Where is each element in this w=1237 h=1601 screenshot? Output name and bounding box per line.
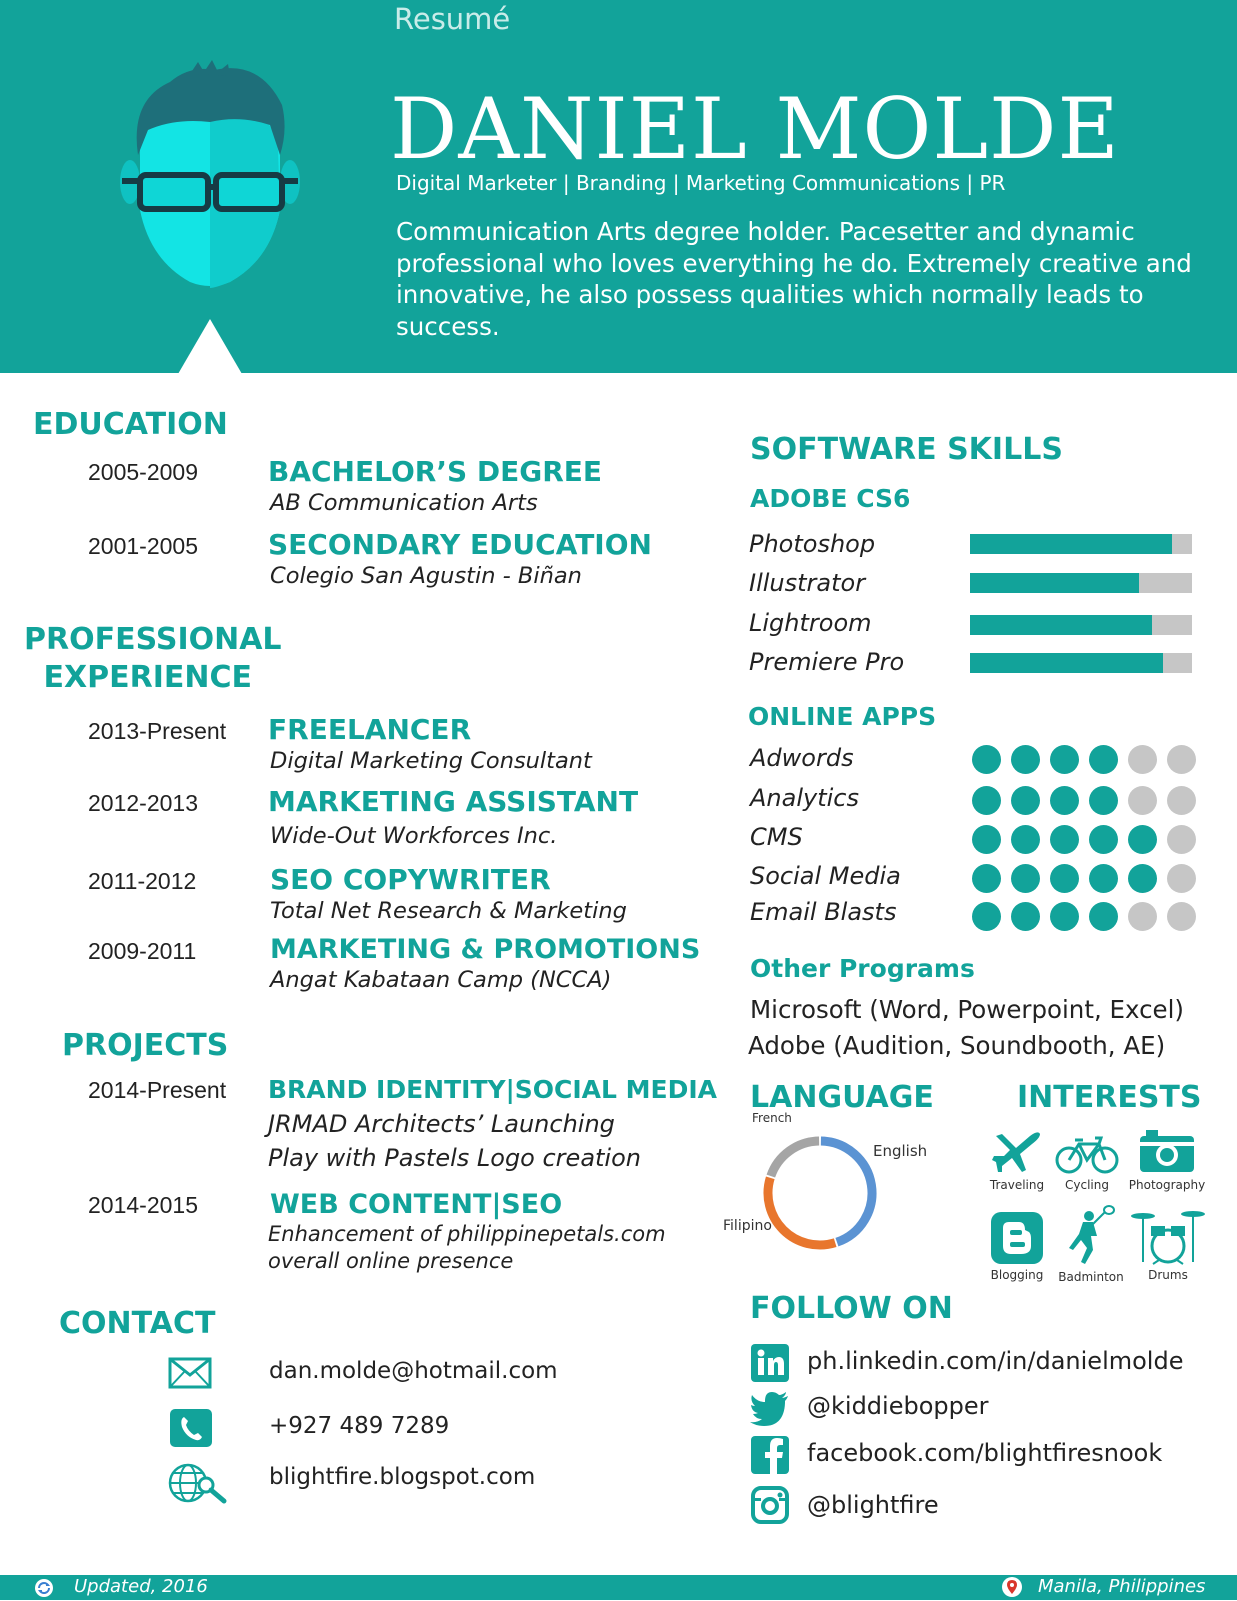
rating-dot-filled (1011, 745, 1040, 774)
follow-twitter[interactable]: @kiddiebopper (807, 1392, 989, 1420)
adobe-heading: ADOBE CS6 (750, 484, 911, 513)
project-years: 2014-2015 (88, 1192, 198, 1218)
roles-line: Digital Marketer | Branding | Marketing Communications | PR (396, 171, 1006, 195)
skill-bar (970, 615, 1192, 635)
skill-bar-fill (970, 653, 1163, 673)
interest-label: Photography (1128, 1178, 1206, 1192)
other-programs-heading: Other Programs (750, 954, 975, 983)
summary-text: Communication Arts degree holder. Pacesetter and dynamic professional who loves everything he do. Extremely creative and innovative, he also possess qualities which normally leads to success. (396, 217, 1192, 341)
interest-blogging (984, 1212, 1050, 1282)
rating-dots (972, 902, 1196, 931)
experience-years: 2009-2011 (88, 938, 197, 964)
rating-dot-filled (1050, 745, 1079, 774)
project-title: WEB CONTENT|SEO (270, 1189, 563, 1220)
rating-dot-filled (972, 864, 1001, 893)
follow-instagram[interactable]: @blightfire (807, 1491, 939, 1519)
rating-dot-filled (972, 745, 1001, 774)
follow-heading: FOLLOW ON (750, 1291, 953, 1326)
rating-dots (972, 864, 1196, 893)
skill-name: Photoshop (749, 530, 876, 558)
envelope-icon (168, 1357, 212, 1393)
experience-years: 2012-2013 (88, 790, 198, 816)
project-sub: JRMAD Architects’ Launching (268, 1110, 615, 1138)
phone-icon (170, 1409, 212, 1451)
education-sub: Colegio San Agustin - Biñan (270, 563, 582, 589)
rating-dot-empty (1128, 786, 1157, 815)
resume-label: Resumé (394, 2, 511, 36)
camera-icon (1138, 1128, 1196, 1174)
experience-title: MARKETING & PROMOTIONS (270, 934, 701, 965)
facebook-icon[interactable] (751, 1436, 789, 1478)
experience-sub: Wide-Out Workforces Inc. (270, 823, 558, 849)
language-chart (720, 1111, 950, 1260)
project-sub: overall online presence (268, 1249, 514, 1273)
rating-dot-empty (1128, 902, 1157, 931)
globe-search-icon (168, 1461, 230, 1509)
rating-dot-filled (1089, 825, 1118, 854)
rating-dot-filled (1050, 825, 1079, 854)
rating-dots (972, 786, 1196, 815)
rating-dot-filled (1089, 786, 1118, 815)
interest-cycling (1052, 1134, 1122, 1192)
skill-bar (970, 534, 1192, 554)
skill-name: Premiere Pro (749, 648, 905, 676)
rating-dots (972, 825, 1196, 854)
project-title: BRAND IDENTITY|SOCIAL MEDIA (268, 1075, 717, 1104)
rating-dot-empty (1167, 902, 1196, 931)
app-name: Adwords (750, 744, 854, 772)
skill-bar-fill (970, 573, 1139, 593)
skill-bar-fill (970, 615, 1152, 635)
donut-slice-french (771, 1141, 819, 1176)
app-name: Social Media (750, 862, 901, 890)
skill-name: Illustrator (749, 569, 866, 597)
projects-heading: PROJECTS (62, 1028, 229, 1063)
interest-photography (1124, 1128, 1210, 1192)
skill-bar (970, 573, 1192, 593)
contact-phone[interactable]: +927 489 7289 (269, 1413, 450, 1439)
education-title: BACHELOR’S DEGREE (268, 455, 603, 488)
language-heading: LANGUAGE (750, 1080, 934, 1115)
experience-title: FREELANCER (268, 713, 472, 746)
app-name: CMS (750, 823, 803, 851)
rating-dot-filled (972, 825, 1001, 854)
instagram-icon[interactable] (751, 1486, 789, 1528)
interest-label: Traveling (989, 1178, 1045, 1192)
rating-dot-filled (1011, 864, 1040, 893)
interests-heading: INTERESTS (1017, 1080, 1202, 1115)
project-years: 2014-Present (88, 1077, 227, 1103)
experience-sub: Digital Marketing Consultant (270, 748, 592, 774)
header-pointer (178, 319, 242, 374)
rating-dot-filled (972, 786, 1001, 815)
education-sub: AB Communication Arts (270, 490, 538, 516)
app-name: Analytics (750, 784, 859, 812)
interest-label: Cycling (1065, 1178, 1109, 1192)
interest-label: Blogging (990, 1268, 1044, 1282)
skill-bar-fill (970, 534, 1172, 554)
rating-dot-empty (1128, 745, 1157, 774)
online-apps-heading: ONLINE APPS (748, 702, 937, 731)
rating-dot-empty (1167, 786, 1196, 815)
education-title: SECONDARY EDUCATION (268, 528, 652, 561)
interest-badminton (1058, 1206, 1124, 1284)
rating-dot-empty (1167, 825, 1196, 854)
education-heading: EDUCATION (33, 407, 228, 442)
badminton-icon (1063, 1206, 1119, 1266)
follow-linkedin[interactable]: ph.linkedin.com/in/danielmolde (807, 1347, 1184, 1375)
twitter-icon[interactable] (750, 1392, 790, 1430)
education-years: 2005-2009 (88, 459, 198, 485)
rating-dot-filled (1050, 902, 1079, 931)
experience-years: 2011-2012 (88, 868, 197, 894)
refresh-icon (35, 1579, 53, 1601)
rating-dot-empty (1167, 864, 1196, 893)
interest-traveling (986, 1128, 1048, 1192)
interest-label: Drums (1148, 1268, 1188, 1282)
footer-updated: Updated, 2016 (74, 1576, 208, 1597)
rating-dot-empty (1167, 745, 1196, 774)
experience-heading-line1: PROFESSIONAL (24, 622, 282, 657)
software-heading: SOFTWARE SKILLS (750, 432, 1063, 467)
project-sub: Play with Pastels Logo creation (268, 1144, 641, 1172)
rating-dot-filled (1089, 902, 1118, 931)
experience-years: 2013-Present (88, 718, 227, 744)
rating-dot-filled (972, 902, 1001, 931)
donut-slice-english (821, 1141, 872, 1242)
follow-facebook[interactable]: facebook.com/blightfiresnook (807, 1439, 1163, 1467)
skill-bar (970, 653, 1192, 673)
project-sub: Enhancement of philippinepetals.com (268, 1222, 666, 1246)
airplane-icon (992, 1128, 1042, 1174)
rating-dot-filled (1011, 902, 1040, 931)
other-program: Microsoft (Word, Powerpoint, Excel) (750, 995, 1184, 1024)
education-years: 2001-2005 (88, 533, 198, 559)
other-program: Adobe (Audition, Soundbooth, AE) (748, 1031, 1166, 1060)
rating-dot-filled (1128, 864, 1157, 893)
donut-label-english: English (873, 1142, 928, 1160)
contact-email[interactable]: dan.molde@hotmail.com (269, 1358, 558, 1384)
blogger-icon (991, 1212, 1043, 1264)
rating-dot-filled (1089, 864, 1118, 893)
experience-heading-line2: EXPERIENCE (43, 660, 252, 695)
rating-dot-filled (1011, 825, 1040, 854)
skill-name: Lightroom (749, 609, 872, 637)
donut-label-french: French (752, 1111, 792, 1125)
full-name: DANIEL MOLDE (390, 80, 1120, 178)
language-donut (720, 1111, 950, 1260)
contact-heading: CONTACT (59, 1306, 216, 1341)
rating-dots (972, 745, 1196, 774)
rating-dot-filled (1050, 864, 1079, 893)
interest-label: Badminton (1058, 1270, 1124, 1284)
experience-sub: Total Net Research & Marketing (270, 898, 627, 924)
rating-dot-filled (1011, 786, 1040, 815)
experience-title: MARKETING ASSISTANT (268, 785, 639, 818)
bicycle-icon (1055, 1134, 1119, 1174)
interest-drums (1130, 1208, 1206, 1282)
linkedin-icon[interactable] (751, 1344, 789, 1386)
app-name: Email Blasts (750, 898, 897, 926)
rating-dot-filled (1089, 745, 1118, 774)
rating-dot-filled (1128, 825, 1157, 854)
experience-heading (24, 621, 282, 697)
experience-sub: Angat Kabataan Camp (NCCA) (270, 967, 612, 993)
footer-location: Manila, Philippines (1038, 1576, 1206, 1597)
location-pin-icon (1002, 1577, 1022, 1601)
donut-label-filipino: Filipino (723, 1218, 772, 1234)
donut-slice-filipino (768, 1178, 835, 1245)
rating-dot-filled (1050, 786, 1079, 815)
experience-title: SEO COPYWRITER (270, 863, 551, 896)
drums-icon (1131, 1208, 1205, 1264)
contact-website[interactable]: blightfire.blogspot.com (269, 1464, 536, 1490)
avatar (120, 60, 300, 299)
